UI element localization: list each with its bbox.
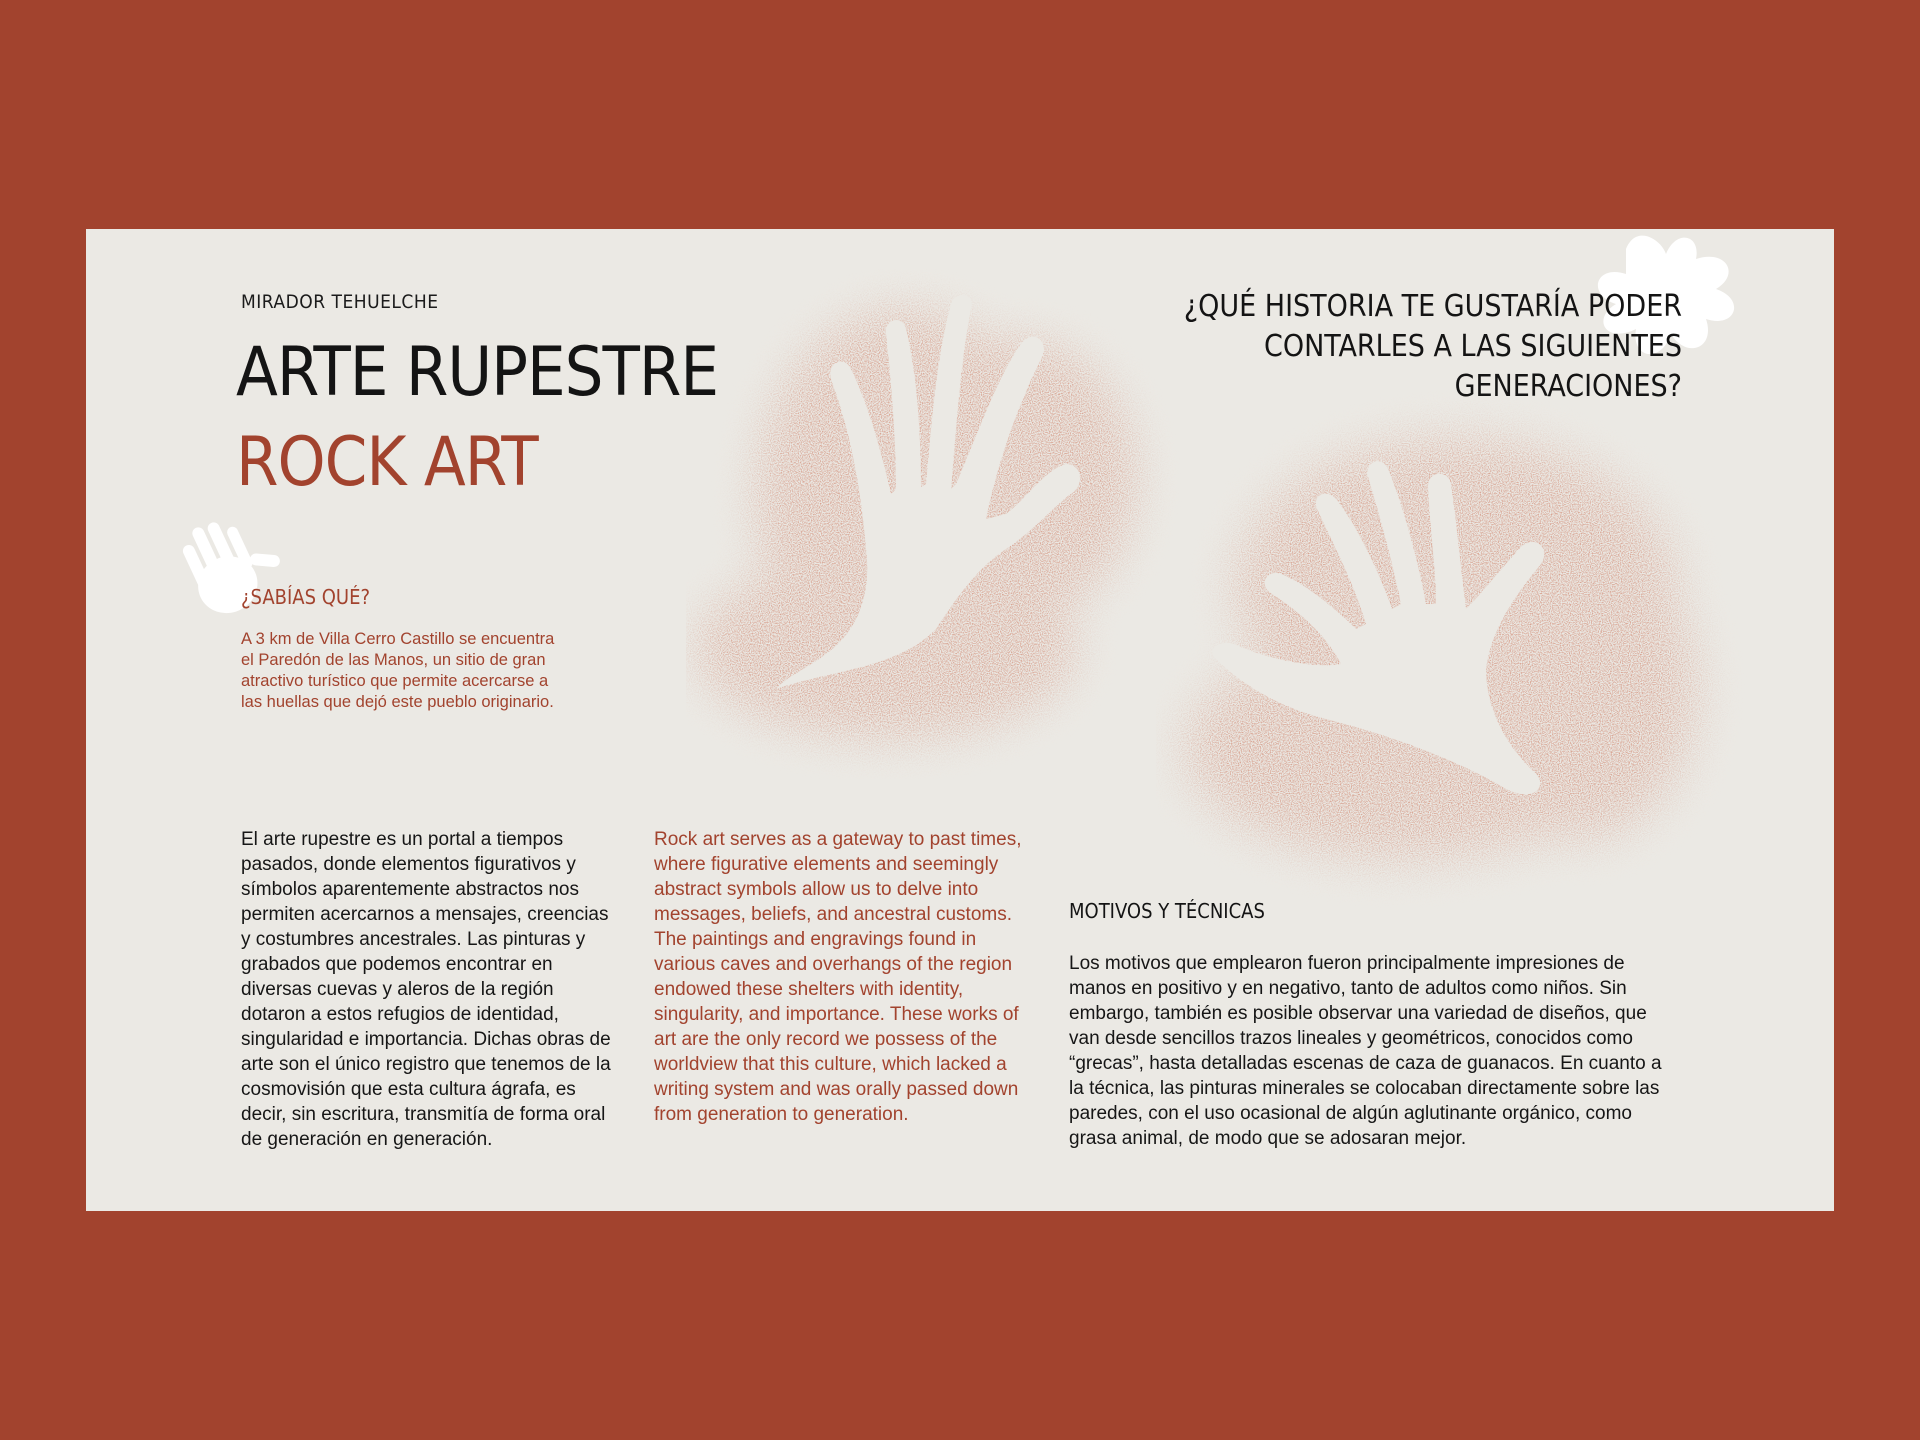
kicker-label: MIRADOR TEHUELCHE bbox=[241, 291, 439, 313]
question-heading: ¿QUÉ HISTORIA TE GUSTARÍA PODER CONTARLES A LAS SIGUIENTES GENERACIONES? bbox=[1183, 289, 1682, 404]
did-you-know-heading: ¿SABÍAS QUÉ? bbox=[241, 585, 370, 609]
page-title: ARTE RUPESTRE bbox=[236, 333, 718, 412]
motifs-text: Los motivos que emplearon fueron principalmente impresiones de manos en positivo y en negativo, tanto de adultos como niños. Sin embargo, también es posible observar una variedad de diseños, que van desde sencillos trazos lineales y geométricos, conocidos como “grecas”, hasta detalladas escenas de caza de guanacos. En cuanto a la técnica, las pinturas minerales se colocaban directamente sobre las paredes, con el uso ocasional de algún aglutinante orgánico, como grasa animal, de modo que se adosaran mejor. bbox=[1069, 953, 1662, 1149]
rock-art-hand-icon bbox=[686, 269, 1206, 779]
body-text-en: Rock art serves as a gateway to past times, where figurative elements and seemingly abstract symbols allow us to delve into messages, beliefs, and ancestral customs. The paintings and engravings found in various caves and overhangs of the region endowed these shelters with identity, singularity, and importance. These works of art are the only record we possess of the worldview that this culture, which lacked a writing system and was orally passed down from generation to generation. bbox=[654, 829, 1022, 1125]
motifs-heading: MOTIVOS Y TÉCNICAS bbox=[1069, 899, 1265, 923]
did-you-know-text: A 3 km de Villa Cerro Castillo se encuentra el Paredón de las Manos, un sitio de gran atractivo turístico que permite acercarse a las huellas que dejó este pueblo originario. bbox=[241, 630, 555, 711]
body-text-es: El arte rupestre es un portal a tiempos pasados, donde elementos figurativos y símbolos aparentemente abstractos nos permiten acercarnos a mensajes, creencias y costumbres ancestrales. Las pinturas y grabados que podemos encontrar en diversas cuevas y aleros de la región dotaron a estos refugios de identidad, singularidad e importancia. Dichas obras de arte son el único registro que tenemos de la cosmovisión que esta cultura ágrafa, es decir, sin escritura, transmitía de forma oral de generación en generación. bbox=[241, 829, 611, 1150]
rock-art-hand-icon bbox=[1156, 389, 1756, 909]
page-subtitle: ROCK ART bbox=[236, 423, 538, 502]
poster-panel bbox=[86, 229, 1834, 1211]
